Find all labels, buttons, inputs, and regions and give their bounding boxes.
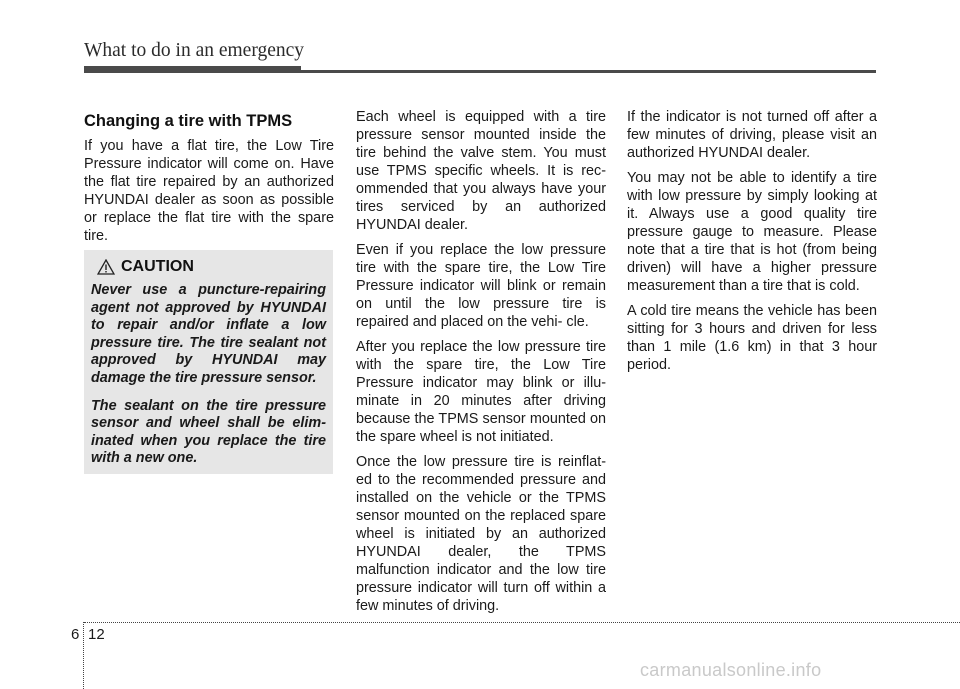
header-rule-thin: [301, 70, 876, 73]
page-header-title: What to do in an emergency: [84, 40, 305, 61]
caution-paragraph: Never use a puncture-repairing agent not approved by HYUNDAI to repair and/or inflate a low pressure tire. The tire sealant not approved by HYUNDAI may damage the tire pressure sensor.: [91, 282, 326, 386]
body-paragraph: After you replace the low pressure tire with the spare tire, the Low Tire Pressure indicator may blink or illu- minate in 20 minutes after driving because the TPMS sensor mounted on the spare wheel is not initiated.: [356, 339, 606, 445]
body-paragraph: You may not be able to identify a tire with low pressure by simply looking at it. Always use a good quality tire pressure gauge to measure. Please note that a tire that is hot (from being driven) will have a higher pressure measurement than a tire that is cold.: [627, 170, 877, 294]
column-2: [356, 108, 606, 622]
column-3: [627, 108, 877, 381]
caution-paragraph: The sealant on the tire pressure sensor and wheel shall be elim- inated when you replace the tire with a new one.: [91, 397, 326, 467]
caution-heading: [97, 258, 326, 276]
caution-box: [84, 250, 333, 474]
header-rule-thick: [84, 66, 301, 73]
body-paragraph: If the indicator is not turned off after a few minutes of driving, please visit an authorized HYUNDAI dealer.: [627, 109, 877, 161]
body-paragraph: If you have a flat tire, the Low Tire Pressure indicator will come on. Have the flat tire repaired by an authorized HYUNDAI dealer as soon as possible or replace the flat tire with the spare tire.: [84, 138, 334, 244]
body-paragraph: Once the low pressure tire is reinflat- ed to the recommended pressure and installed on the vehicle or the TPMS sensor mounted on the replaced spare wheel is initiated by an authorized HYUNDAI dealer, the TPMS malfunction indicator and the low tire pressure indicator will turn off within a few minutes of driving.: [356, 454, 606, 614]
chapter-number: 6: [71, 626, 80, 643]
column-1: [84, 108, 334, 251]
body-paragraph: Even if you replace the low pressure tire with the spare tire, the Low Tire Pressure indicator will blink or remain on until the low pressure tire is repaired and placed on the vehi- cle.: [356, 242, 606, 330]
caution-title: CAUTION: [121, 258, 194, 275]
section-heading: Changing a tire with TPMS: [84, 112, 293, 130]
page-number: 12: [88, 626, 105, 643]
body-paragraph: A cold tire means the vehicle has been sitting for 3 hours and driven for less than 1 mile (1.6 km) in that 3 hour period.: [627, 303, 877, 373]
watermark: carmanualsonline.info: [640, 660, 822, 680]
footer-divider: [84, 622, 960, 623]
body-paragraph: Each wheel is equipped with a tire pressure sensor mounted inside the tire behind the valve stem. You must use TPMS specific wheels. It is rec- ommended that you always have your tires serviced by an authorized HYUNDAI dealer.: [356, 109, 606, 233]
footer-vertical-divider: [83, 622, 84, 689]
warning-triangle-icon: [97, 259, 115, 275]
